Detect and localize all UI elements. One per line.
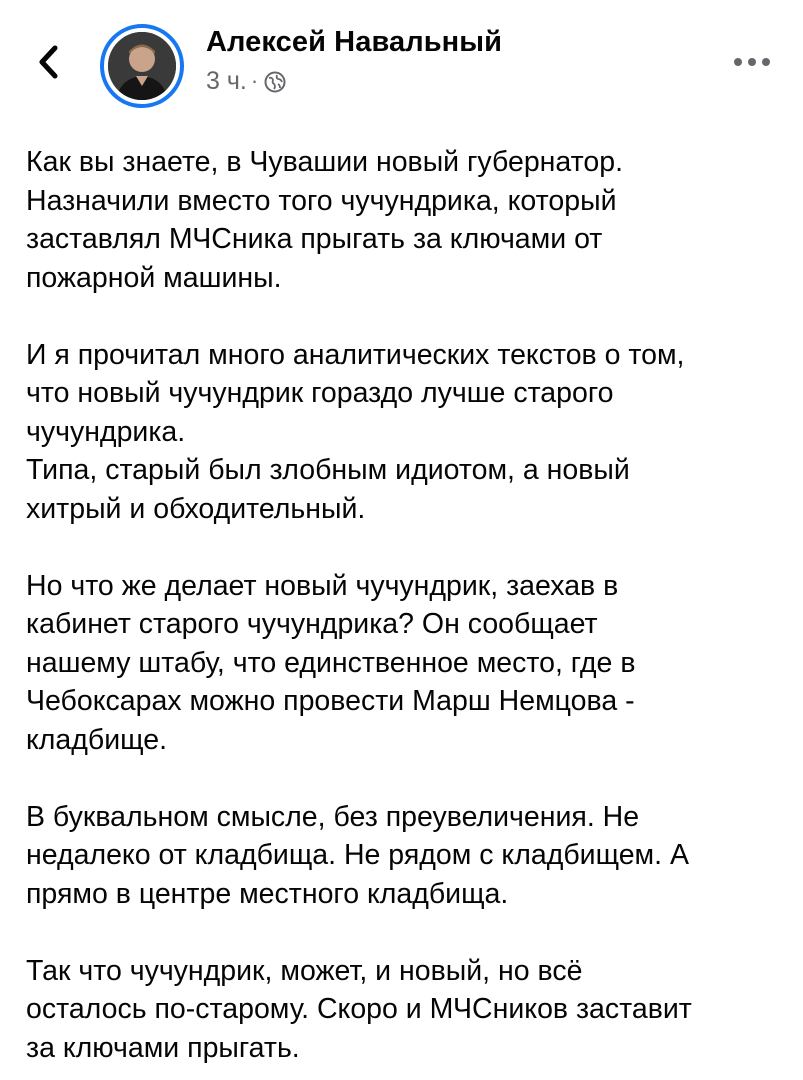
author-avatar[interactable] (100, 24, 184, 108)
post-paragraph: Как вы знаете, в Чувашии новый губернатор. Назначили вместо того чучундрика, который заставлял МЧСника прыгать за ключами от пожарной машины. (26, 146, 623, 294)
more-horizontal-icon (732, 57, 772, 67)
post-paragraph: И я прочитал много аналитических текстов о том, что новый чучундрик гораздо лучше старого чучундрика. Типа, старый был злобным идиотом, а новый хитрый и обходительный. (26, 338, 685, 525)
back-button[interactable] (26, 38, 70, 86)
post-text (26, 143, 786, 1067)
chevron-left-icon (36, 44, 60, 80)
avatar (108, 32, 176, 100)
avatar-image (108, 32, 176, 100)
more-options-button[interactable] (728, 50, 776, 74)
post-paragraph: В буквальном смысле, без преувеличения. Не недалеко от кладбища. Не рядом с кладбищем. А прямо в центре местного кладбища. (26, 800, 689, 910)
post-timestamp[interactable]: 3 ч. (206, 66, 247, 95)
author-name[interactable]: Алексей Навальный (206, 26, 503, 58)
post-paragraph: Так что чучундрик, может, и новый, но всё осталось по-старому. Скоро и МЧСников заставит за ключами прыгать. (26, 954, 692, 1064)
post-header (0, 0, 803, 120)
post-meta (206, 66, 286, 96)
globe-icon[interactable] (264, 71, 286, 93)
post-paragraph: Но что же делает новый чучундрик, заехав в кабинет старого чучундрика? Он сообщает нашему штабу, что единственное место, где в Чебоксарах можно провести Марш Немцова - кладбище. (26, 569, 636, 756)
meta-separator: · (250, 68, 259, 93)
